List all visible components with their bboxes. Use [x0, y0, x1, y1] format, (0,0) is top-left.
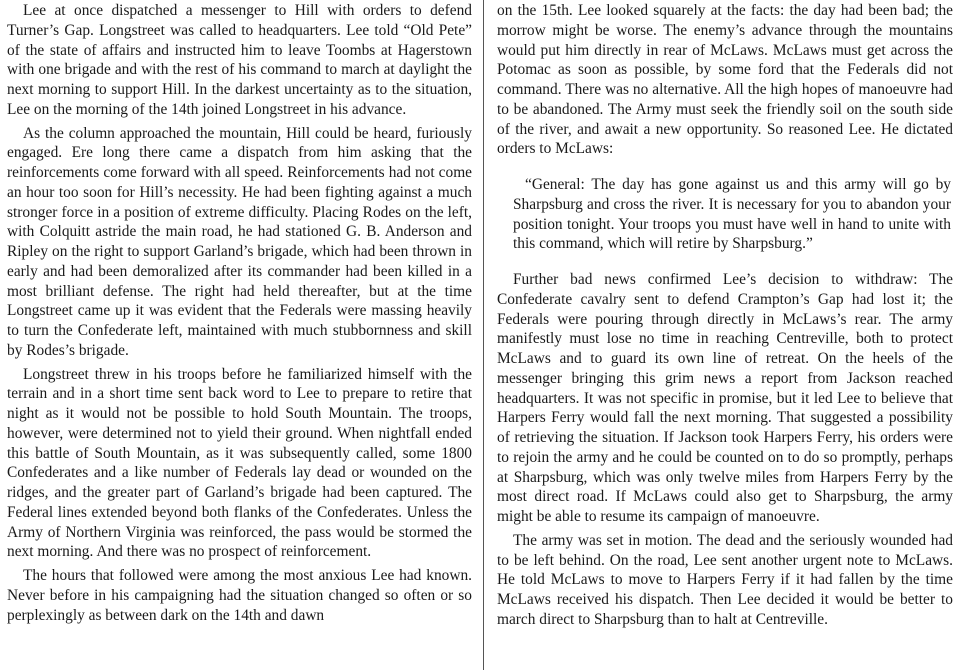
paragraph-messenger: Lee at once dispatched a messenger to Hill with orders to defend Turner’s Gap. Longstreet was called to headquarters. Lee told “Old Pete” of the state of affairs and instructed him to leave Toombs at Hagerstown with one brigade and with the rest of his command to march at daylight the next morning to support Hill. In the darkest uncertainty as to the situation, Lee on the morning of the 14th joined Longstreet in his advance. [7, 2, 472, 118]
paragraph-longstreet-troops: Longstreet threw in his troops before he familiarized himself with the terrain and in a short time sent back word to Lee to prepare to retire that night as it would not be possible to hold South Mountain. The troops, however, were determined not to yield their ground. When nightfall ended this battle of South Mountain, as it was subsequently called, some 1800 Confederates and a like number of Federals lay dead or wounded on the ridges, and the greater part of Garland’s brigade had been captured. The Federal lines extended beyond both flanks of the Confederates. Unless the Army of Northern Virginia was reinforced, the pass would be stormed the next morning. And there was no prospect of reinforcement. [7, 365, 472, 561]
quoted-order: “General: The day has gone against us and this army will go by Sharpsburg and cross the river. It is necessary for you to abandon your position tonight. Your troops you must have well in hand to unite with this command, which will retire by Sharpsburg.” [513, 176, 951, 253]
paragraph-bad-news: Further bad news confirmed Lee’s decision to withdraw: The Confederate cavalry sent to defend Crampton’s Gap had lost it; the Federals were pouring through directly in McLaws’s rear. The army manifestly must lose no time in reaching Centreville, both to protect McLaws and to guard its own line of retreat. On the heels of the messenger bringing this grim news a report from Jackson reached headquarters. It was not specific in promise, but it led Lee to believe that Harpers Ferry would fall the next morning. That suggested a possibility of retrieving the situation. If Jackson took Harpers Ferry, his orders were to rejoin the army and he could be counted on to do so promptly, perhaps at Sharpsburg, which was only twelve miles from Harpers Ferry by the most direct road. If McLaws could also get to Sharpsburg, the army might be able to resume its campaign of manoeuvre. [497, 271, 953, 525]
paragraph-column-approached: As the column approached the mountain, Hill could be heard, furiously engaged. Ere long there came a dispatch from him asking that the reinforcements come forward with all speed. Reinforcements had not come an hour too soon for Hill’s necessity. He had been fighting against a much stronger force in a position of extreme difficulty. Placing Rodes on the left, with Colquitt astride the main road, he had stationed G. B. Anderson and Ripley on the right to support Garland’s brigade, which had been thrown in early and had been demoralized after its commander had been killed in a most brilliant defense. The right had held thereafter, but at the time Longstreet came up it was evident that the Federals were massing heavily to turn the Confederate left, maintained with much stubbornness and skill by Rodes’s brigade. [7, 124, 472, 359]
column-divider [483, 0, 484, 670]
right-column [497, 1, 953, 634]
left-column [7, 1, 472, 629]
paragraph-continuation: on the 15th. Lee looked squarely at the facts: the day had been bad; the morrow might be worse. The enemy’s advance through the mountains would put him directly in rear of McLaws. McLaws must get across the Potomac as soon as possible, by some ford that the Federals did not command. There was no alternative. All the high hopes of manoeuvre had to be abandoned. The Army must seek the friendly soil on the south side of the river, and await a new opportunity. So reasoned Lee. He dictated orders to McLaws: [497, 2, 953, 158]
paragraph-anxious-hours: The hours that followed were among the most anxious Lee had known. Never before in his campaigning had the situation changed so often or so perplexingly as between dark on the 14th and dawn [7, 567, 472, 624]
paragraph-army-in-motion: The army was set in motion. The dead and the seriously wounded had to be left behind. On the road, Lee sent another urgent note to McLaws. He told McLaws to move to Harpers Ferry if it had fallen by the time McLaws received his dispatch. Then Lee decided it would be better to march direct to Sharpsburg than to halt at Centreville. [497, 531, 953, 628]
